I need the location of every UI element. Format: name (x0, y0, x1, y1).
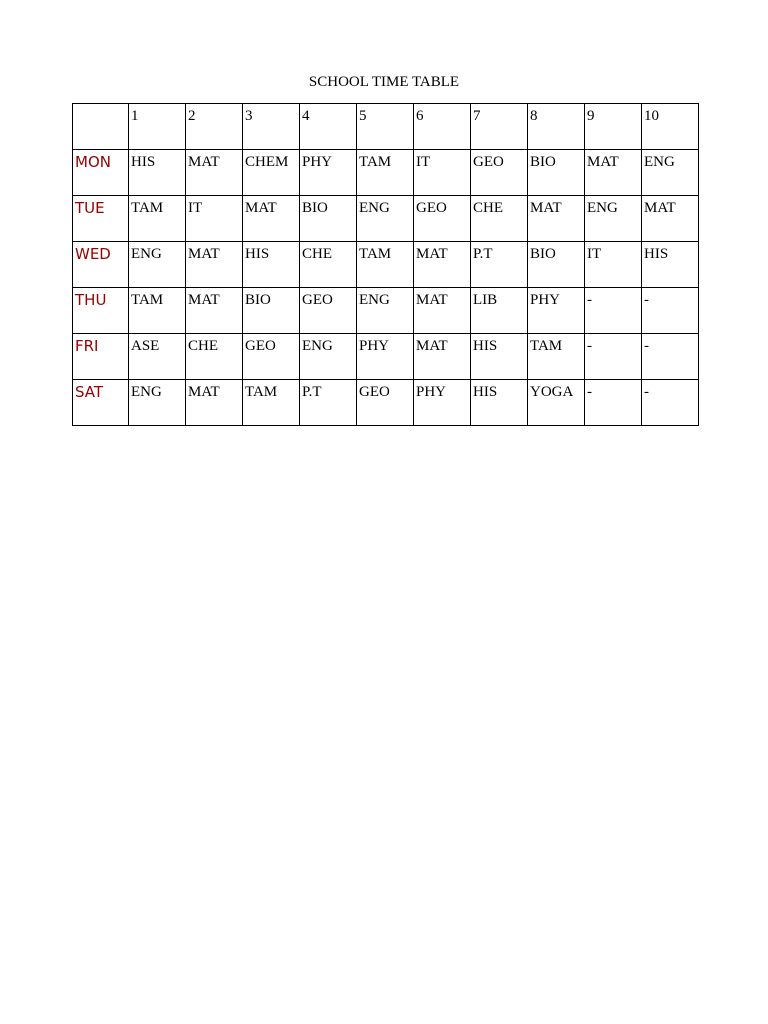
subject-cell: MAT (414, 242, 471, 288)
subject-cell: TAM (357, 150, 414, 196)
subject-cell: HIS (129, 150, 186, 196)
period-header: 2 (186, 104, 243, 150)
subject-cell: MAT (186, 380, 243, 426)
subject-cell: MAT (414, 334, 471, 380)
day-label: WED (73, 242, 129, 288)
subject-cell: LIB (471, 288, 528, 334)
subject-cell: MAT (642, 196, 699, 242)
subject-cell: GEO (300, 288, 357, 334)
subject-cell: BIO (528, 242, 585, 288)
subject-cell: MAT (186, 288, 243, 334)
subject-cell: TAM (129, 288, 186, 334)
subject-cell: MAT (186, 242, 243, 288)
table-row (73, 242, 699, 288)
timetable (72, 103, 699, 426)
corner-cell (73, 104, 129, 150)
subject-cell: GEO (414, 196, 471, 242)
period-header: 3 (243, 104, 300, 150)
subject-cell: GEO (243, 334, 300, 380)
day-label: SAT (73, 380, 129, 426)
subject-cell: GEO (357, 380, 414, 426)
subject-cell: ENG (357, 288, 414, 334)
table-row (73, 196, 699, 242)
subject-cell: - (585, 380, 642, 426)
subject-cell: PHY (414, 380, 471, 426)
day-label: FRI (73, 334, 129, 380)
subject-cell: IT (186, 196, 243, 242)
subject-cell: IT (414, 150, 471, 196)
subject-cell: YOGA (528, 380, 585, 426)
subject-cell: ENG (300, 334, 357, 380)
day-label: MON (73, 150, 129, 196)
subject-cell: BIO (300, 196, 357, 242)
subject-cell: HIS (642, 242, 699, 288)
subject-cell: - (642, 334, 699, 380)
subject-cell: - (585, 334, 642, 380)
subject-cell: - (585, 288, 642, 334)
header-row (73, 104, 699, 150)
subject-cell: TAM (129, 196, 186, 242)
subject-cell: MAT (414, 288, 471, 334)
table-row (73, 380, 699, 426)
subject-cell: P.T (300, 380, 357, 426)
subject-cell: IT (585, 242, 642, 288)
subject-cell: ENG (585, 196, 642, 242)
subject-cell: TAM (243, 380, 300, 426)
subject-cell: - (642, 380, 699, 426)
subject-cell: HIS (471, 334, 528, 380)
subject-cell: PHY (357, 334, 414, 380)
subject-cell: HIS (243, 242, 300, 288)
subject-cell: CHEM (243, 150, 300, 196)
subject-cell: CHE (186, 334, 243, 380)
subject-cell: ENG (642, 150, 699, 196)
day-label: TUE (73, 196, 129, 242)
subject-cell: BIO (243, 288, 300, 334)
period-header: 10 (642, 104, 699, 150)
subject-cell: TAM (357, 242, 414, 288)
subject-cell: HIS (471, 380, 528, 426)
page-title: SCHOOL TIME TABLE (308, 74, 460, 90)
period-header: 9 (585, 104, 642, 150)
subject-cell: BIO (528, 150, 585, 196)
table-row (73, 288, 699, 334)
day-label: THU (73, 288, 129, 334)
period-header: 7 (471, 104, 528, 150)
period-header: 1 (129, 104, 186, 150)
subject-cell: CHE (300, 242, 357, 288)
subject-cell: ENG (129, 380, 186, 426)
table-row (73, 334, 699, 380)
subject-cell: PHY (528, 288, 585, 334)
subject-cell: P.T (471, 242, 528, 288)
period-header: 6 (414, 104, 471, 150)
subject-cell: MAT (585, 150, 642, 196)
period-header: 4 (300, 104, 357, 150)
period-header: 5 (357, 104, 414, 150)
subject-cell: ENG (129, 242, 186, 288)
subject-cell: ASE (129, 334, 186, 380)
period-header: 8 (528, 104, 585, 150)
subject-cell: MAT (243, 196, 300, 242)
subject-cell: TAM (528, 334, 585, 380)
subject-cell: - (642, 288, 699, 334)
subject-cell: PHY (300, 150, 357, 196)
subject-cell: ENG (357, 196, 414, 242)
subject-cell: MAT (528, 196, 585, 242)
subject-cell: CHE (471, 196, 528, 242)
table-row (73, 150, 699, 196)
subject-cell: GEO (471, 150, 528, 196)
subject-cell: MAT (186, 150, 243, 196)
